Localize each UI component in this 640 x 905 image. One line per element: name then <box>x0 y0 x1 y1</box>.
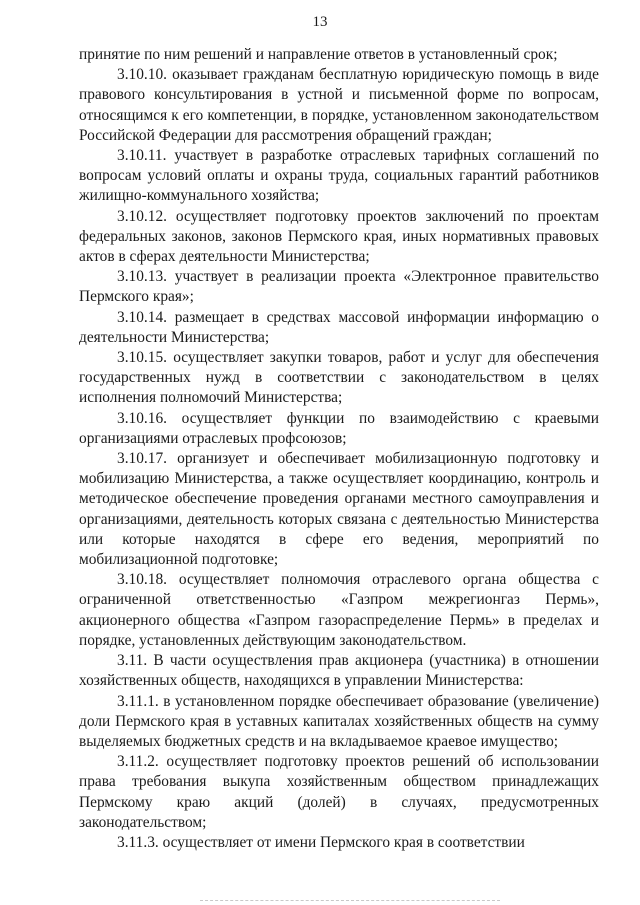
paragraph-3-10-11: 3.10.11. участвует в разработке отраслевых тарифных соглашений по вопросам условий оплаты и охраны труда, социальных гарантий работников жилищно-коммунального хозяйства; <box>79 147 599 205</box>
page-bottom-divider <box>200 900 500 901</box>
paragraph-3-10-18: 3.10.18. осуществляет полномочия отраслевого органа общества с ограниченной ответственностью «Газпром межрегионгаз Пермь», акционерного общества «Газпром газораспределение Пермь» в пределах и порядке, установленных действующим законодательством. <box>79 571 599 649</box>
paragraph-3-10-16: 3.10.16. осуществляет функции по взаимодействию с краевыми организациями отраслевых профсоюзов; <box>79 409 599 447</box>
page-number: 13 <box>312 14 328 30</box>
paragraph-3-10-17: 3.10.17. организует и обеспечивает мобилизационную подготовку и мобилизацию Министерства, а также осуществляет координацию, контроль и методическое обеспечение проведения органами местного самоуправления и организациями, деятельность которых связана с деятельностью Министерства или которые находятся в сфере его ведения, мероприятий по мобилизационной подготовке; <box>79 450 599 569</box>
paragraph-3-10-13: 3.10.13. участвует в реализации проекта «Электронное правительство Пермского края»; <box>79 268 599 306</box>
paragraph-3-11-3: 3.11.3. осуществляет от имени Пермского края в соответствии <box>117 833 525 851</box>
paragraph-3-11: 3.11. В части осуществления прав акционера (участника) в отношении хозяйственных обществ, находящихся в управлении Министерства: <box>79 652 599 690</box>
paragraph-3-10-14: 3.10.14. размещает в средствах массовой информации информацию о деятельности Министерства; <box>79 308 599 346</box>
paragraph-3-10-15: 3.10.15. осуществляет закупки товаров, работ и услуг для обеспечения государственных нужд в соответствии с законодательством в целях исполнения полномочий Министерства; <box>79 349 599 407</box>
paragraph-3-11-2: 3.11.2. осуществляет подготовку проектов решений об использовании права требования выкупа хозяйственным обществом принадлежащих Пермскому краю акций (долей) в случаях, предусмотренных законодательством; <box>79 753 599 831</box>
paragraph-3-10-10: 3.10.10. оказывает гражданам бесплатную юридическую помощь в виде правового консультирования в устной и письменной форме по вопросам, относящимся к его компетенции, в порядке, установленном законодательством Российской Федерации для рассмотрения обращений граждан; <box>79 66 599 144</box>
document-body <box>79 45 599 853</box>
paragraph-3-10-12: 3.10.12. осуществляет подготовку проектов заключений по проектам федеральных законов, законов Пермского края, иных нормативных правовых актов в сферах деятельности Министерства; <box>79 207 599 266</box>
paragraph-continuation: принятие по ним решений и направление ответов в установленный срок; <box>79 46 558 63</box>
paragraph-3-11-1: 3.11.1. в установленном порядке обеспечивает образование (увеличение) доли Пермского края в уставных капиталах хозяйственных обществ на сумму выделяемых бюджетных средств и на вкладываемое краевое имущество; <box>79 692 599 750</box>
